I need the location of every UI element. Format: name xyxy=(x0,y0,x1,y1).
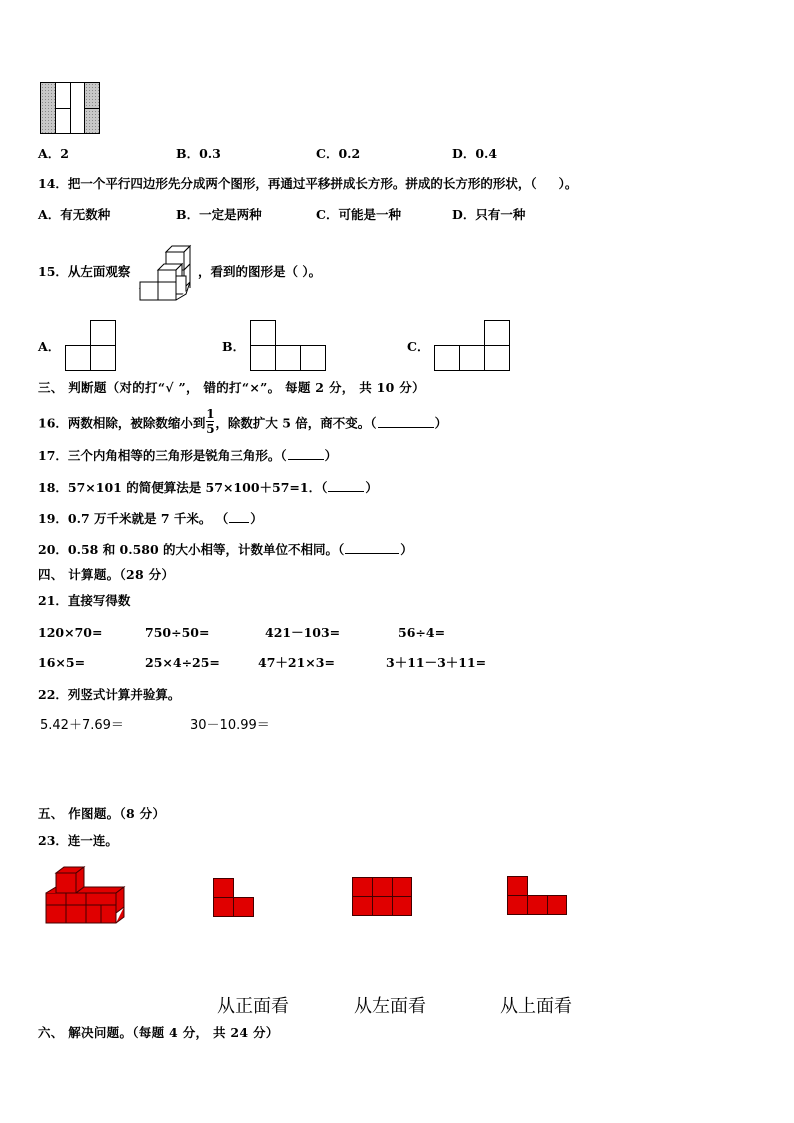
view2-cell xyxy=(352,877,373,897)
view1-cell xyxy=(213,878,234,898)
q15-b-cell xyxy=(300,345,326,371)
q15-b-cell xyxy=(250,320,276,346)
q17-end: ） xyxy=(324,448,338,463)
q16 xyxy=(38,407,448,438)
view3-cell xyxy=(507,895,528,915)
q15-c-cell xyxy=(459,345,485,371)
q17-text: 17．三个内角相等的三角形是锐角三角形。（ xyxy=(38,448,287,463)
view3-cell xyxy=(507,876,528,896)
view2-cell xyxy=(372,877,393,897)
q21-r2-c2: 25×4÷25= xyxy=(145,655,220,670)
q18-answer-blank[interactable] xyxy=(328,479,364,492)
q15-cube-stack-figure xyxy=(136,242,198,304)
q15-c-cell xyxy=(434,345,460,371)
q20-answer-blank[interactable] xyxy=(345,541,399,554)
q14-option-c: C．可能是一种 xyxy=(316,207,401,222)
view2-cell xyxy=(392,896,412,916)
q22-expr-1: 5.42＋7.69＝ xyxy=(40,718,124,733)
q14-option-d: D．只有一种 xyxy=(452,207,526,222)
view2-cell xyxy=(392,877,412,897)
q14-stem-text: 14．把一个平行四边形先分成两个图形，再通过平移拼成长方形。拼成的长方形的形状，（ xyxy=(38,176,537,191)
q14-stem xyxy=(38,176,577,192)
q15-stem: 15．从左面观察 xyxy=(38,264,131,279)
q15-a-cell xyxy=(90,345,116,371)
strip-shaded-4 xyxy=(85,83,99,133)
q16-end: ） xyxy=(434,415,448,431)
q14-option-a: A．有无数种 xyxy=(38,207,111,222)
q21-r2-c4: 3＋11－3＋11= xyxy=(386,655,487,670)
q15-b-cell xyxy=(275,345,301,371)
strip-shaded-1 xyxy=(41,83,56,133)
q15-stem-end: ，看到的图形是（ ）。 xyxy=(198,264,322,279)
view3-cell xyxy=(547,895,567,915)
q19-end: ） xyxy=(250,511,263,526)
q15-b-cell xyxy=(250,345,276,371)
view1-cell xyxy=(233,897,254,917)
q21-r1-c2: 750÷50= xyxy=(145,625,210,640)
q14-stem-end: ）。 xyxy=(558,176,578,191)
q15-c-cell xyxy=(484,345,510,371)
view3-cell xyxy=(527,895,548,915)
section6-title: 六、 解决问题。（每题 4 分， 共 24 分） xyxy=(38,1025,279,1040)
q18-text: 18．57×101 的简便算法是 57×100＋57=1．（ xyxy=(38,480,328,495)
section5-title: 五、 作图题。（8 分） xyxy=(38,806,166,821)
q20-end: ） xyxy=(400,542,413,557)
q18-end: ） xyxy=(365,480,378,495)
q16-after: ，除数扩大 5 倍，商不变。（ xyxy=(215,415,377,431)
q15-option-c: C． xyxy=(407,339,430,354)
q21-r1-c4: 56÷4= xyxy=(398,625,446,640)
section4-title: 四、 计算题。（28 分） xyxy=(38,567,175,582)
q19-text: 19．0.7 万千米就是 7 千米。 （ xyxy=(38,511,229,526)
q21-r1-c1: 120×70= xyxy=(38,625,103,640)
strip-2 xyxy=(56,83,71,133)
q20-text: 20．0.58 和 0.580 的大小相等，计数单位不相同。（ xyxy=(38,542,345,557)
q16-answer-blank[interactable] xyxy=(378,415,434,428)
q13-option-b: B．0.3 xyxy=(176,146,221,161)
q15-option-a: A． xyxy=(38,339,61,354)
q14-option-b: B．一定是两种 xyxy=(176,207,262,222)
view2-cell xyxy=(352,896,373,916)
q13-option-c: C．0.2 xyxy=(316,146,361,161)
q15-c-cell xyxy=(484,320,510,346)
q19-answer-blank[interactable] xyxy=(229,510,249,523)
q18 xyxy=(38,479,378,496)
q16-before: 16．两数相除，被除数缩小到 xyxy=(38,415,206,431)
q23-red-cube-stack xyxy=(44,865,128,927)
view2-cell xyxy=(372,896,393,916)
q20 xyxy=(38,541,413,558)
one-fifth-fraction xyxy=(205,408,215,436)
q22-expr-2: 30－10.99＝ xyxy=(190,718,270,733)
section3-title: 三、 判断题（对的打“√ ”， 错的打“×”。 每题 2 分， 共 10 分） xyxy=(38,380,425,395)
strip-3 xyxy=(71,83,86,133)
q21-title: 21．直接写得数 xyxy=(38,593,131,608)
q13-option-a: A．2 xyxy=(38,146,69,161)
fraction-denominator: 5 xyxy=(206,422,215,436)
q19 xyxy=(38,510,263,527)
q15-option-b: B． xyxy=(222,339,246,354)
q15-a-cell xyxy=(90,320,116,346)
fraction-numerator: 1 xyxy=(206,407,215,421)
q15-a-cell xyxy=(65,345,91,371)
q17-answer-blank[interactable] xyxy=(288,447,324,460)
view-label-left: 从左面看 xyxy=(354,996,426,1017)
view-label-front: 从正面看 xyxy=(217,996,289,1017)
view-label-top: 从上面看 xyxy=(500,996,572,1017)
q13-strip-figure xyxy=(40,82,100,134)
q21-r1-c3: 421－103= xyxy=(265,625,341,640)
q13-option-d: D．0.4 xyxy=(452,146,498,161)
q23-title: 23．连一连。 xyxy=(38,833,118,848)
q17 xyxy=(38,447,337,464)
q22-title: 22．列竖式计算并验算。 xyxy=(38,687,181,702)
q21-r2-c3: 47＋21×3= xyxy=(258,655,335,670)
q21-r2-c1: 16×5= xyxy=(38,655,86,670)
view1-cell xyxy=(213,897,234,917)
